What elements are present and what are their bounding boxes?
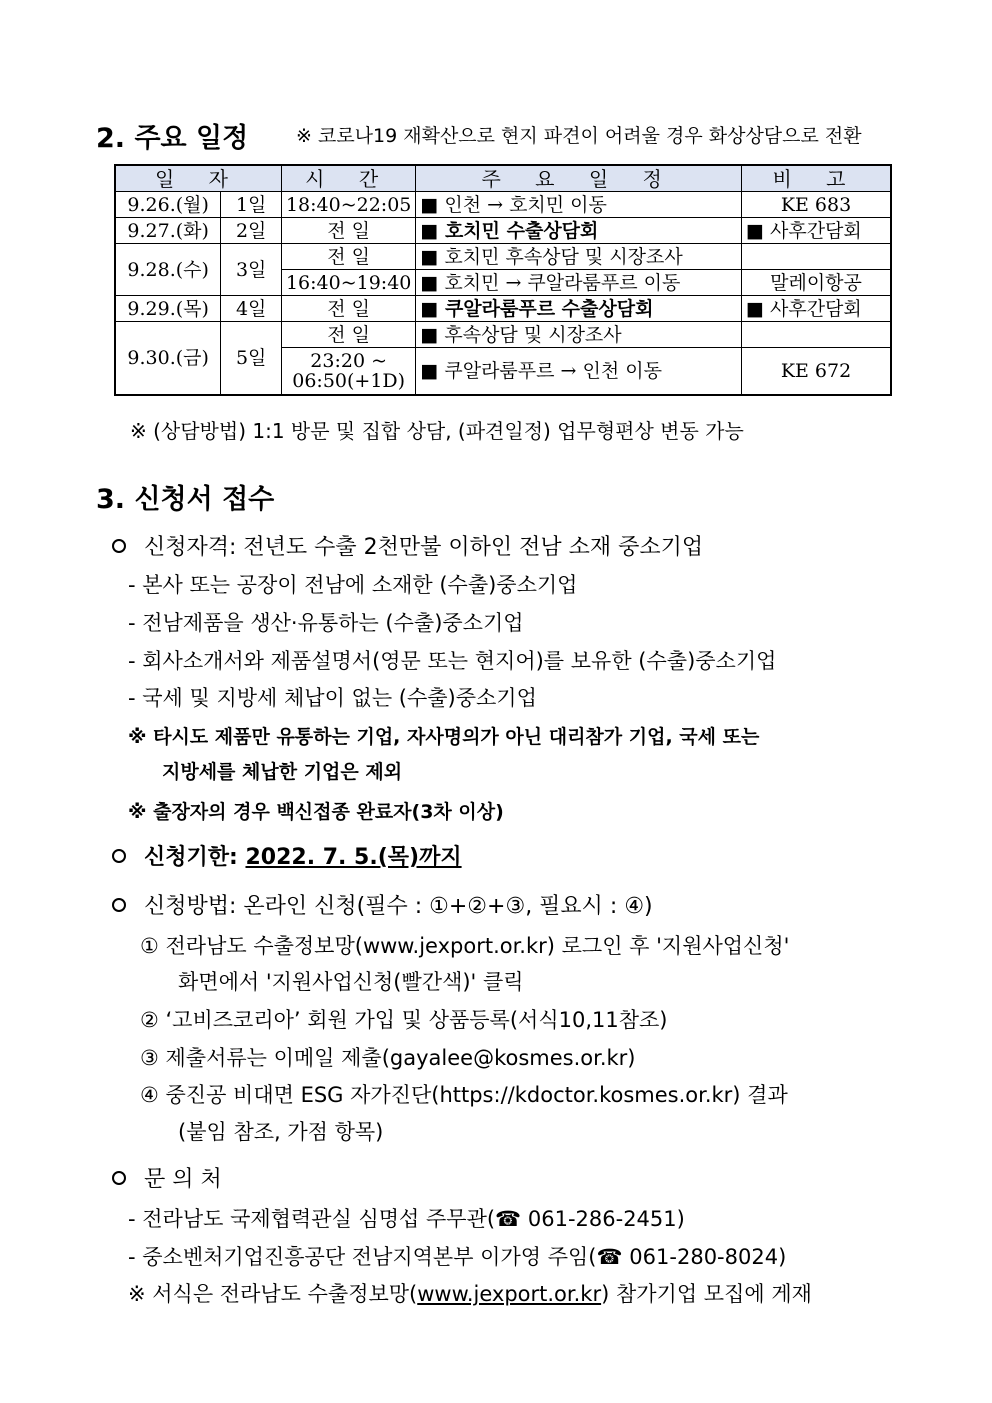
method-step-4-cont: (붙임 참조, 가점 항목) xyxy=(178,1120,384,1144)
table-row xyxy=(115,244,891,270)
row-time: 전 일 xyxy=(281,218,415,244)
row-time: 16:40~19:40 xyxy=(281,270,415,296)
exclusion-note: ※ 타시도 제품만 유통하는 기업, 자사명의가 아닌 대리참가 기업, 국세 또는 xyxy=(128,726,760,748)
exclusion-note-cont: 지방세를 체납한 기업은 제외 xyxy=(162,761,403,783)
row-time: 23:20 ~ xyxy=(310,350,388,372)
row-note xyxy=(742,322,892,348)
table-header-row xyxy=(115,165,891,192)
method-step-2: ② ‘고비즈코리아’ 회원 가입 및 상품등록(서식10,11참조) xyxy=(140,1008,668,1032)
row-note xyxy=(742,244,892,270)
vaccine-note: ※ 출장자의 경우 백신접종 완료자(3차 이상) xyxy=(128,801,504,823)
row-note: KE 683 xyxy=(742,192,892,218)
row-day: 4일 xyxy=(221,296,282,322)
contact-label xyxy=(112,1162,222,1193)
bullet-circle-icon xyxy=(112,1171,126,1185)
section2-note: ※ 코로나19 재확산으로 현지 파견이 어려울 경우 화상상담으로 전환 xyxy=(296,125,862,147)
footer-note-pre: ※ 서식은 전라남도 수출정보망( xyxy=(128,1282,418,1306)
method-step-4: ④ 중진공 비대면 ESG 자가진단(https://kdoctor.kosmes.or.kr) 결과 xyxy=(140,1083,788,1107)
row-event: ■ 쿠알라룸푸르 → 인천 이동 xyxy=(416,348,742,396)
contact-item: - 중소벤처기업진흥공단 전남지역본부 이가영 주임(☎ 061-280-8024) xyxy=(128,1245,787,1269)
row-time-two-line xyxy=(281,348,415,396)
row-day: 3일 xyxy=(221,244,282,296)
row-event: ■ 인천 → 호치민 이동 xyxy=(416,192,742,218)
row-date: 9.27.(화) xyxy=(115,218,221,244)
header-remark: 비 고 xyxy=(742,165,892,192)
row-event: ■ 호치민 후속상담 및 시장조사 xyxy=(416,244,742,270)
method-text: 신청방법: 온라인 신청(필수 : ①+②+③, 필요시 : ④) xyxy=(144,894,653,919)
footer-note xyxy=(128,1278,812,1308)
bullet-circle-icon xyxy=(112,849,126,863)
table-row xyxy=(115,218,891,244)
method-step-1: ① 전라남도 수출정보망(www.jexport.or.kr) 로그인 후 '지원사업신청' xyxy=(140,934,790,958)
row-day: 5일 xyxy=(221,322,282,396)
row-event: ■ 호치민 수출상담회 xyxy=(416,218,742,244)
row-date: 9.29.(목) xyxy=(115,296,221,322)
row-time: 전 일 xyxy=(281,296,415,322)
row-day: 1일 xyxy=(221,192,282,218)
header-time: 시 간 xyxy=(281,165,415,192)
row-event: ■ 후속상담 및 시장조사 xyxy=(416,322,742,348)
bullet-circle-icon xyxy=(112,898,126,912)
row-date: 9.28.(수) xyxy=(115,244,221,296)
qualification-label xyxy=(112,530,703,561)
row-note: KE 672 xyxy=(742,348,892,396)
row-note: ■ 사후간담회 xyxy=(742,296,892,322)
method-step-3: ③ 제출서류는 이메일 제출(gayalee@kosmes.or.kr) xyxy=(140,1046,636,1070)
qualification-item: - 국세 및 지방세 체납이 없는 (수출)중소기업 xyxy=(128,686,537,710)
qualification-item: - 전남제품을 생산·유통하는 (수출)중소기업 xyxy=(128,611,524,635)
deadline-label: 신청기한: xyxy=(144,845,238,870)
contact-text: 문 의 처 xyxy=(144,1167,222,1192)
row-date: 9.26.(월) xyxy=(115,192,221,218)
row-note: 말레이항공 xyxy=(742,270,892,296)
method-step-1-cont: 화면에서 '지원사업신청(빨간색)' 클릭 xyxy=(178,970,524,994)
row-time: 전 일 xyxy=(281,322,415,348)
row-note: ■ 사후간담회 xyxy=(742,218,892,244)
deadline-value: 2022. 7. 5.(목)까지 xyxy=(245,845,462,870)
row-time: 전 일 xyxy=(281,244,415,270)
table-row xyxy=(115,192,891,218)
row-event: ■ 쿠알라룸푸르 수출상담회 xyxy=(416,296,742,322)
row-time: 06:50(+1D) xyxy=(292,370,406,392)
table-row xyxy=(115,322,891,348)
qualification-item: - 본사 또는 공장이 전남에 소재한 (수출)중소기업 xyxy=(128,573,578,597)
table-note: ※ (상담방법) 1:1 방문 및 집합 상담, (파견일정) 업무형편상 변동 가능 xyxy=(130,419,744,443)
header-date: 일 자 xyxy=(115,165,281,192)
schedule-table xyxy=(114,164,892,396)
section3-title: 3. 신청서 접수 xyxy=(96,484,275,515)
contact-item: - 전라남도 국제협력관실 심명섭 주무관(☎ 061-286-2451) xyxy=(128,1207,685,1231)
deadline-line xyxy=(112,840,462,871)
footer-note-post: ) 참가기업 모집에 게재 xyxy=(601,1282,812,1306)
section2-title: 2. 주요 일정 xyxy=(96,123,249,154)
header-schedule: 주 요 일 정 xyxy=(416,165,742,192)
bullet-circle-icon xyxy=(112,539,126,553)
jexport-link[interactable]: www.jexport.or.kr xyxy=(417,1282,602,1306)
row-event: ■ 호치민 → 쿠알라룸푸르 이동 xyxy=(416,270,742,296)
qualification-item: - 회사소개서와 제품설명서(영문 또는 현지어)를 보유한 (수출)중소기업 xyxy=(128,649,777,673)
row-date: 9.30.(금) xyxy=(115,322,221,396)
row-day: 2일 xyxy=(221,218,282,244)
qualification-text: 신청자격: 전년도 수출 2천만불 이하인 전남 소재 중소기업 xyxy=(144,535,704,560)
table-row xyxy=(115,296,891,322)
method-label xyxy=(112,889,653,920)
row-time: 18:40~22:05 xyxy=(281,192,415,218)
